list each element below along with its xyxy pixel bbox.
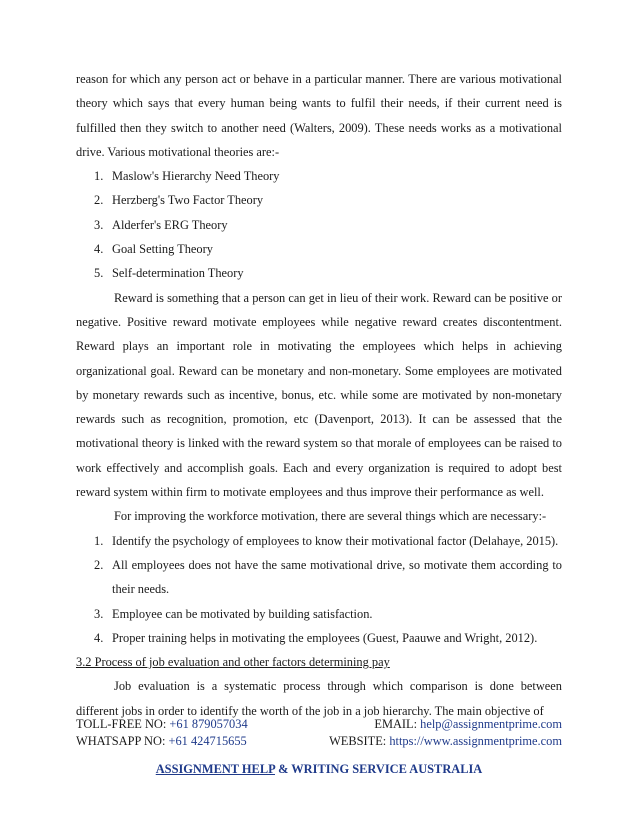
list-item: 1. Identify the psychology of employees to know their motivational factor (Delahaye, 2015).: [94, 533, 559, 548]
whatsapp-contact: WHATSAPP NO: +61 424715655: [76, 734, 247, 748]
list-item: 4. Goal Setting Theory: [94, 242, 213, 257]
list-item: 2. All employees does not have the same motivational drive, so motivate them according to their needs.: [94, 557, 562, 597]
footer-banner: [0, 762, 638, 777]
footer-row-1: [76, 716, 562, 733]
list-item: 1. Maslow's Hierarchy Need Theory: [94, 169, 280, 184]
intro-paragraph: reason for which any person act or behave in a particular manner. There are various motivational theory which says that every human being wants to fulfil their needs, if their current need is fulfilled then they switch to another need (Walters, 2009). These needs works as a motivational drive. Various motivational theories are:-: [76, 72, 562, 159]
job-evaluation-paragraph: Job evaluation is a systematic process through which comparison is done between different jobs in order to identify the worth of the job in a job hierarchy. The main objective of: [76, 679, 562, 718]
email-link[interactable]: help@assignmentprime.com: [420, 717, 562, 731]
list-item: 4. Proper training helps in motivating the employees (Guest, Paauwe and Wright, 2012).: [94, 630, 538, 645]
tollfree-number[interactable]: +61 879057034: [169, 717, 248, 731]
list-item: 2. Herzberg's Two Factor Theory: [94, 193, 264, 208]
improve-paragraph: For improving the workforce motivation, there are several things which are necessary:-: [114, 509, 547, 524]
section-heading: 3.2 Process of job evaluation and other factors determining pay: [76, 655, 390, 670]
website-link[interactable]: https://www.assignmentprime.com: [389, 734, 562, 748]
theories-list: [76, 164, 562, 285]
footer-row-2: [76, 733, 562, 750]
list-item: 3. Alderfer's ERG Theory: [94, 217, 228, 232]
list-item: 5. Self-determination Theory: [94, 266, 244, 281]
website-contact: WEBSITE: https://www.assignmentprime.com: [329, 734, 562, 748]
assignment-help-link[interactable]: ASSIGNMENT HELP: [155, 762, 275, 776]
banner-tagline: & WRITING SERVICE AUSTRALIA: [274, 762, 483, 776]
reward-paragraph: Reward is something that a person can get in lieu of their work. Reward can be positive or negative. Positive reward motivate employees while negative reward creates discontentment. Reward plays an important role in motivating the employees which helps in achieving organizational goal. Reward can be monetary and non-monetary. Some employees are motivated by monetary rewards such as incentive, bonus, etc. while some are motivated by non-monetary rewards such as recognition, promotion, etc (Davenport, 2013). It can be assessed that the motivational theory is linked with the reward system so that morale of employees can be raised to work effectively and accomplish goals. Each and every organization is required to adopt best reward system within firm to motivate employees and thus improve their performance as well.: [76, 290, 562, 500]
needs-list: [76, 529, 562, 650]
email-contact: EMAIL: help@assignmentprime.com: [374, 717, 562, 731]
list-item: 3. Employee can be motivated by building satisfaction.: [94, 606, 373, 621]
body-text: [76, 67, 562, 723]
whatsapp-number[interactable]: +61 424715655: [168, 734, 247, 748]
tollfree-contact: TOLL-FREE NO: +61 879057034: [76, 717, 248, 731]
contact-footer: [76, 716, 562, 750]
